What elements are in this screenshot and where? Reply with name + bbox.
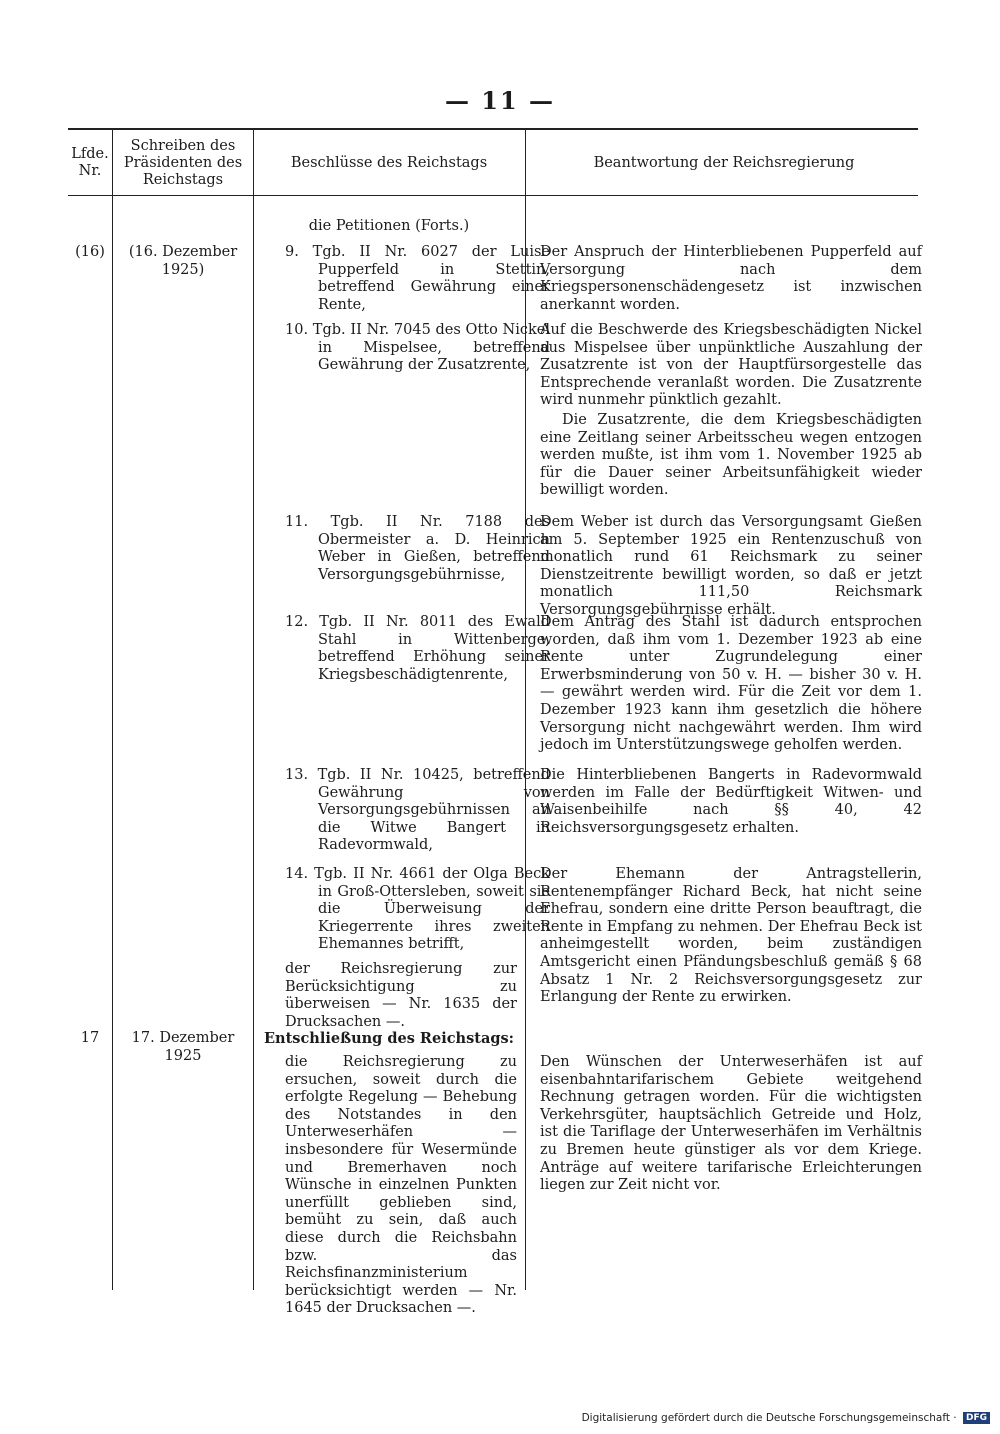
petition-item: 9. Tgb. II Nr. 6027 der Luise Pupperfeld in Stettin, betreffend Gewährung einer Rente, (285, 244, 550, 313)
header-beschluesse: Beschlüsse des Reichstags (290, 154, 488, 171)
entry-number: 17 (80, 1030, 100, 1046)
petition-item: 12. Tgb. II Nr. 8011 des Ewald Stahl in Wittenberge, betreffend Erhöhung seiner Kriegsbeschädigtenrente, (285, 614, 550, 683)
answer-text: Dem Antrag des Stahl ist dadurch entsprochen worden, daß ihm vom 1. Dezember 1923 ab eine Rente unter Zugrundelegung einer Erwerbsminderung von 50 v. H. — bisher 30 v. H. — gewährt werden wird. Für die Zeit vor dem 1. Dezember 1923 kann ihm gesetzlich die höhere Versorgung nicht nachgewährt werden. Ihm wird jedoch im Unterstützungswege geholfen werden. (540, 614, 922, 754)
petition-item: 13. Tgb. II Nr. 10425, betreffend Gewährung von Versorgungsgebührnissen an die Witwe Bangert in Radevormwald, (285, 767, 550, 854)
answer-text: Den Wünschen der Unterweserhäfen ist auf eisenbahntarifarischem Gebiete weitgehend Rechnung getragen worden. Für die wichtigsten Verkehrsgüter, hauptsächlich Getreide und Holz, ist die Tariflage der Unterweserhäfen im Verhältnis zu Bremen heute günstiger als vor dem Kriege. Anträge auf weitere tarifarische Erleichterungen liegen zur Zeit nicht vor. (540, 1054, 922, 1194)
continued-label: die Petitionen (Forts.) (308, 218, 470, 234)
dfg-logo: DFG (963, 1412, 990, 1424)
entry-date: 17. Dezember 1925 (131, 1030, 235, 1064)
table-header-rule (68, 195, 918, 196)
petition-item: 11. Tgb. II Nr. 7188 des Obermeister a. D. Heinrich Weber in Gießen, betreffend Versorgungsgebührnisse, (285, 514, 550, 583)
answer-text: Die Hinterbliebenen Bangerts in Radevormwald werden im Falle der Bedürftigkeit Witwen- und Waisenbeihilfe nach §§ 40, 42 Reichsversorgungsgesetz erhalten. (540, 767, 922, 836)
footer-credit: Digitalisierung gefördert durch die Deutsche Forschungsgemeinschaft · DFG (0, 1412, 990, 1424)
answer-text: Der Anspruch der Hinterbliebenen Pupperfeld auf Versorgung nach dem Kriegspersonenschädengesetz ist inzwischen anerkannt worden. (540, 244, 922, 313)
entry-number: (16) (75, 244, 105, 260)
header-lfde-nr: Lfde. Nr. (71, 146, 109, 179)
header-schreiben: Schreiben des Präsidenten des Reichstags (123, 137, 243, 188)
resolution-heading: Entschließung des Reichstags: (264, 1030, 514, 1047)
header-beantwortung: Beantwortung der Reichsregierung (593, 154, 855, 171)
entry-date: (16. Dezember 1925) (128, 244, 238, 278)
closing-text: der Reichsregierung zur Berücksichtigung zu überweisen — Nr. 1635 der Drucksachen —. (285, 961, 517, 1030)
table-top-rule (68, 128, 918, 130)
answer-text: Die Zusatzrente, die dem Kriegsbeschädigten eine Zeitlang seiner Arbeitsscheu wegen entzogen werden mußte, ist ihm vom 1. November 1925 ab für die Dauer seiner Arbeitsunfähigkeit wieder bewilligt worden. (540, 412, 922, 499)
answer-text: Der Ehemann der Antragstellerin, Rentenempfänger Richard Beck, hat nicht seine Ehefrau, sondern eine dritte Person beauftragt, die Rente in Empfang zu nehmen. Der Ehefrau Beck ist anheimgestellt worden, beim zuständigen Amtsgericht einen Pfändungsbeschluß gemäß § 68 Absatz 1 Nr. 2 Reichsversorgungsgesetz zur Erlangung der Rente zu erwirken. (540, 866, 922, 1006)
resolution-text: die Reichsregierung zu ersuchen, soweit durch die erfolgte Regelung — Behebung des Notstandes in den Unterweserhäfen — insbesondere für Wesermünde und Bremerhaven noch Wünsche in einzelnen Punkten unerfüllt geblieben sind, bemüht zu sein, daß auch diese durch die Reichsbahn bzw. das Reichsfinanzministerium berücksichtigt werden — Nr. 1645 der Drucksachen —. (285, 1054, 517, 1317)
column-divider (253, 128, 254, 1290)
answer-text: Auf die Beschwerde des Kriegsbeschädigten Nickel aus Mispelsee über unpünktliche Auszahlung der Zusatzrente ist von der Hauptfürsorgestelle das Entsprechende veranlaßt worden. Die Zusatzrente wird nunmehr pünktlich gezahlt. (540, 322, 922, 409)
footer-text: Digitalisierung gefördert durch die Deutsche Forschungsgemeinschaft (581, 1412, 950, 1424)
petition-item: 14. Tgb. II Nr. 4661 der Olga Beck in Groß-Ottersleben, soweit sie die Überweisung der Kriegerrente ihres zweiten Ehemannes betrifft, (285, 866, 550, 953)
page-number: — 11 — (444, 86, 556, 115)
column-divider (112, 128, 113, 1290)
petition-item: 10. Tgb. II Nr. 7045 des Otto Nickel in Mispelsee, betreffend Gewährung der Zusatzrente, (285, 322, 550, 374)
answer-text: Dem Weber ist durch das Versorgungsamt Gießen am 5. September 1925 ein Rentenzuschuß von monatlich rund 61 Reichsmark zu seiner Dienstzeitrente bewilligt worden, so daß er jetzt monatlich 111,50 Reichsmark Versorgungsgebührnisse erhält. (540, 514, 922, 618)
